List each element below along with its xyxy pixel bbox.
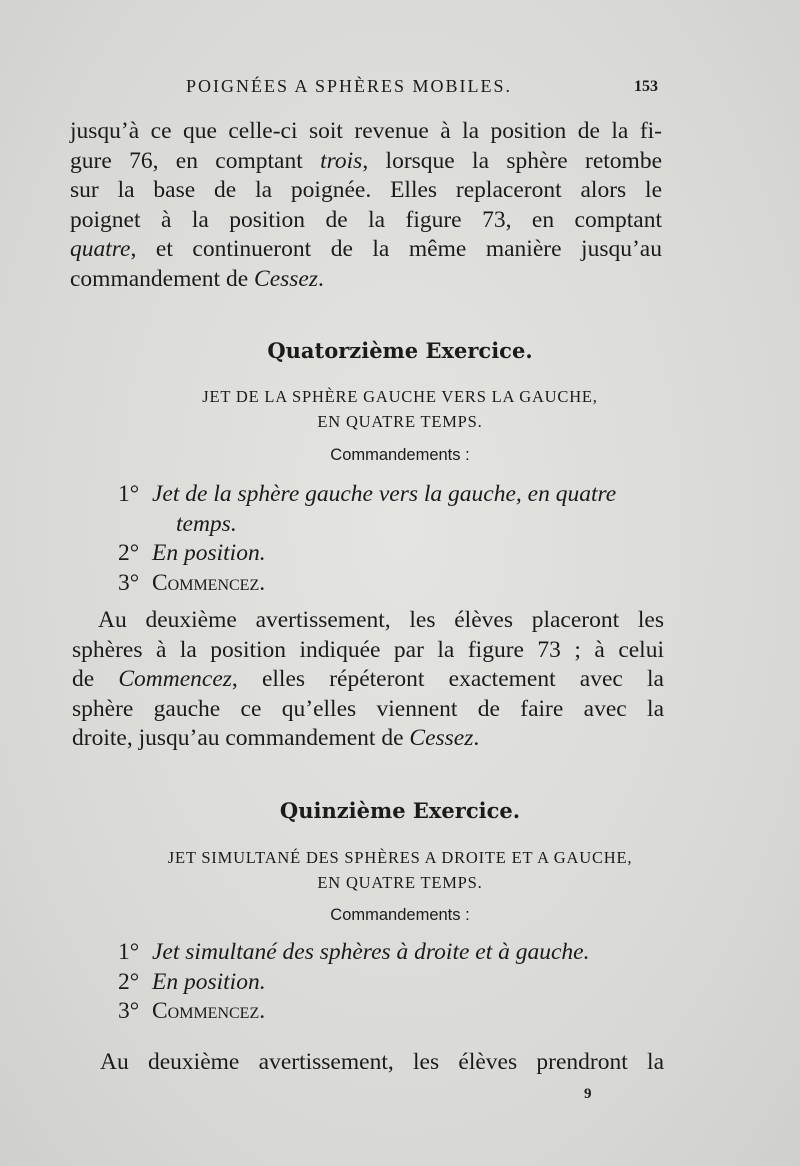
text-line: Au deuxième avertissement, les élèves prendront la [100,1049,664,1075]
text-line: jusqu’à ce que celle-ci soit revenue à la position de la fi- [70,118,662,144]
exercise-14-subtitle: JET DE LA SPHÈRE GAUCHE VERS LA GAUCHE, EN QUATRE TEMPS. [202,387,598,431]
text-line: sphères à la position indiquée par la figure 73 ; à celui [72,636,664,663]
page-number: 153 [634,78,658,95]
command-3: 3° Commencez. [118,569,266,596]
exercise-15-subtitle: JET SIMULTANÉ DES SPHÈRES A DROITE ET A GAUCHE, EN QUATRE TEMPS. [167,848,633,892]
text-line: droite, jusqu’au commandement de Cessez. [72,725,480,751]
text-line: sphère gauche ce qu’elles viennent de faire avec la [72,695,664,722]
exercise-15-commands-label: Commandements : [330,906,470,924]
exercise-15-paragraph [72,1048,664,1078]
text-line: sur la base de la poignée. Elles replaceront alors le [70,177,662,203]
exercise-14-commands-label: Commandements : [330,446,470,464]
text-line: Au deuxième avertissement, les élèves placeront les [98,607,664,633]
command-1: 1° Jet simultané des sphères à droite et à gauche. [118,939,590,965]
command-2: 2° En position. [118,968,266,995]
command-2: 2° En position. [118,540,266,566]
text-line: gure 76, en comptant trois, lorsque la sphère retombe [70,147,662,174]
signature-mark: 9 [584,1086,592,1102]
text-line: de Commencez, elles répéteront exactement avec la [72,666,664,692]
exercise-15-commands [118,938,678,1027]
running-head [70,76,660,102]
exercise-14-title: Quatorzième Exercice. [267,338,533,363]
command-1: 1° Jet de la sphère gauche vers la gauche, en quatre [118,481,617,507]
running-title: POIGNÉES A SPHÈRES MOBILES. [186,76,513,96]
intro-paragraph [70,117,662,294]
exercise-14-paragraph [72,606,664,754]
command-3: 3° Commencez. [118,998,266,1024]
exercise-14-commands [118,480,678,598]
exercise-15-title: Quinzième Exercice. [279,798,521,823]
text-line: poignet à la position de la figure 73, en comptant [70,206,662,233]
text-line: quatre, et continueront de la même manière jusqu’au [70,236,662,262]
command-1-continued: temps. [176,510,237,537]
text-line: commandement de Cessez. [70,265,324,292]
